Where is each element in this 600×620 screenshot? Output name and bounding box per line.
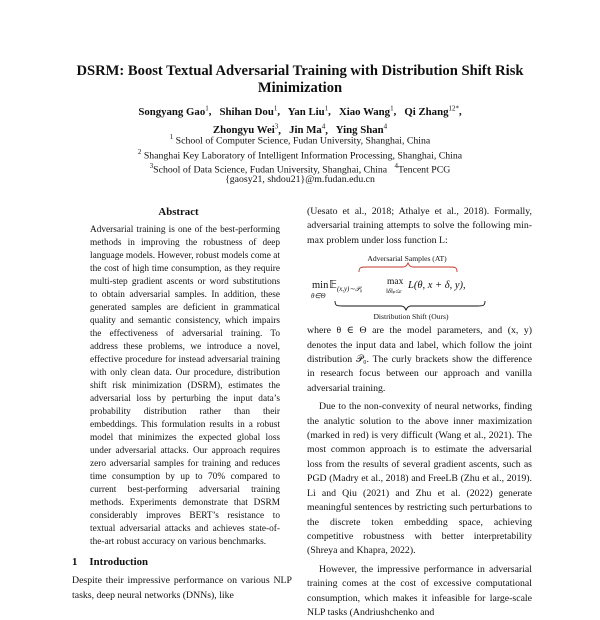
equation-top-label: Adversarial Samples (AT) bbox=[367, 254, 447, 264]
minmax-equation bbox=[307, 250, 532, 322]
eq-expectation-sub: (x,y)∼𝒫₀ bbox=[337, 286, 363, 294]
eq-expectation: 𝔼 bbox=[329, 279, 338, 292]
author: Songyang Gao$^1$ bbox=[138, 104, 209, 118]
author: Xiao Wang$^1$ bbox=[338, 104, 394, 118]
eq-loss: L(θ, x + δ, y), bbox=[408, 280, 466, 292]
affiliation-3-4: $^3$School of Data Science, Fudan University, Shanghai, China $^4$Tencent PCG bbox=[149, 162, 451, 176]
author: Yan Liu$^1$ bbox=[287, 104, 329, 118]
author-line-2: Zhongyu Wei$^3$, Jin Ma$^4$, Ying Shan$^4$ bbox=[212, 122, 388, 137]
section-heading-introduction: 1 Introduction bbox=[72, 556, 149, 568]
equation-bottom-label: Distribution Shift (Ours) bbox=[373, 312, 449, 322]
eq-max-sub: ‖δ‖ₚ≤ε bbox=[386, 288, 402, 296]
abstract-heading: Abstract bbox=[158, 206, 199, 218]
eq-min-sub: θ∈Θ bbox=[311, 292, 326, 301]
author-line-1: Songyang Gao$^1$, Shihan Dou$^1$, Yan Liu$^1$, Xiao Wang$^1$, Qi Zhang$^{12*}$, bbox=[138, 104, 462, 118]
author: Zhongyu Wei$^3$ bbox=[212, 122, 279, 137]
eq-min: min bbox=[312, 280, 329, 292]
author: Jin Ma$^4$ bbox=[289, 122, 326, 137]
affiliation-1: $^1$ School of Computer Science, Fudan University, Shanghai, China bbox=[169, 133, 431, 147]
author: Shihan Dou$^1$ bbox=[219, 104, 278, 118]
paragraph: Due to the non-convexity of neural networks, finding the analytic solution to the above inner maximization (marked in red) is very difficult (Wang et al., 2021). The most common approach is to estimate the adversarial loss from the results of several gradient ascents, such as PGD (Madry et al., 2018) and FreeLB (Zhu et al., 2019). Li and Qiu (2021) and Zhu et al. (2022) generate meaningful sentences by restricting such perturbations to the discrete token embedding space, achieving competitive robustness with better interpretability (Shreya and Khapra, 2022). bbox=[307, 401, 532, 557]
introduction-text: Despite their impressive performance on various NLP tasks, deep neural networks (DNNs), like bbox=[72, 575, 292, 601]
right-column bbox=[307, 205, 532, 620]
equation-graphic bbox=[307, 250, 532, 322]
top-brace bbox=[359, 263, 457, 272]
author: Qi Zhang$^{12*}$ bbox=[404, 104, 459, 118]
abstract-text: Adversarial training is one of the best-performing methods in improving the robustness of deep language models. However, robust models come at the cost of high time consumption, as they require multi-step gradient ascents or word substitutions to obtain adversarial samples. In addition, these generated samples are deficient in grammatical quality and semantic consistency, which impairs the effectiveness of adversarial training. To address these problems, we introduce a novel, effective procedure for instead adversarial training with only clean data. Our procedure, distribution shift risk minimization (DSRM), estimates the adversarial loss by perturbing the input data’s probability distribution rather than their embeddings. This formulation results in a robust model that minimizes the expected global loss under adversarial attacks. Our approach requires zero adversarial samples for training and reduces time consumption by up to 70% compared to current best-performing adversarial training methods. Experiments demonstrate that DSRM considerably improves BERT’s resistance to textual adversarial attacks and achieves state-of-the-art robust accuracy on various benchmarks. bbox=[90, 225, 280, 547]
author-email: {gaosy21, shdou21}@m.fudan.edu.cn bbox=[225, 174, 375, 185]
eq-max: max bbox=[387, 277, 404, 288]
paragraph: However, the impressive performance in adversarial training comes at the cost of excessive computational consumption, which makes it infeasible for large-scale NLP tasks (Andriushchenko and bbox=[307, 563, 532, 618]
paper-title: DSRM: Boost Textual Adversarial Training with Distribution Shift Risk Minimization bbox=[76, 63, 524, 96]
author: Ying Shan$^4$ bbox=[335, 122, 388, 137]
paragraph: (Uesato et al., 2018; Athalye et al., 2018). Formally, adversarial training attempts to solve the following min-max problem under loss function L: bbox=[307, 206, 532, 246]
bottom-brace bbox=[335, 301, 485, 310]
affiliation-2: $^2$ Shanghai Key Laboratory of Intelligent Information Processing, Shanghai, China bbox=[137, 148, 463, 162]
paragraph: where θ ∈ Θ are the model parameters, and (x, y) denotes the input data and label, which follow the joint distribution 𝒫₀. The curly brackets show the difference in research focus between our approach and vanilla adversarial training. bbox=[307, 325, 532, 394]
